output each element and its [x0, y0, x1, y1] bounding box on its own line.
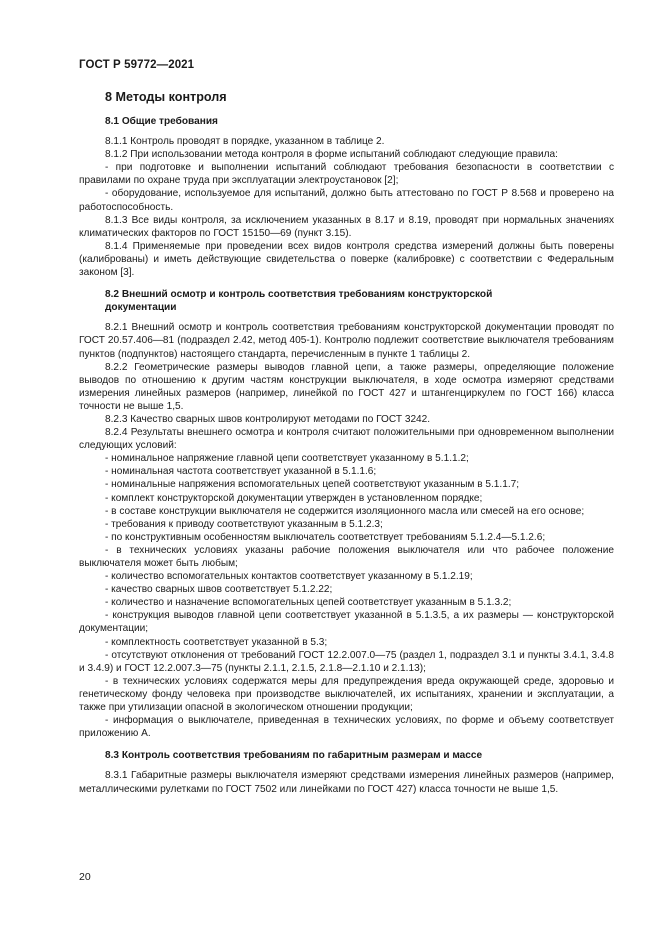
subsection-title-8-2: [105, 288, 614, 314]
list-item: - в составе конструкции выключателя не содержится изоляционного масла или смесей на его основе;: [105, 505, 585, 517]
list-item: - комплект конструкторской документации утвержден в установленном порядке;: [105, 492, 483, 504]
list-item: - оборудование, используемое для испытаний, должно быть аттестовано по ГОСТ Р 8.568 и проверено на работоспособность.: [79, 188, 614, 213]
subsection-title-8-3: 8.3 Контроль соответствия требованиям по габаритным размерам и массе: [105, 750, 483, 762]
subsection-title-line: документации: [105, 302, 177, 314]
subsection-title-8-1: 8.1 Общие требования: [105, 116, 218, 127]
paragraph: 8.2.1 Внешний осмотр и контроль соответствия требованиям конструкторской документации проводят по ГОСТ 20.57.406—81 (подраздел 2.42, метод 405-1). Контролю подлежит соответствие выключателя требованиям пунктов (подпунктов) настоящего стандарта, перечисленным в пункте 1 таблицы 2.: [79, 322, 614, 360]
paragraph: 8.2.2 Геометрические размеры выводов главной цепи, а также размеры, определяющие положение выводов по отношению к другим частям конструкции выключателя, в ходе осмотра измеряют средствами измерения линейных размеров (например, линейкой по ГОСТ 427 и штангенциркулем по ГОСТ 166) класса точности не выше 1,5.: [79, 361, 614, 412]
list-item: - номинальные напряжения вспомогательных цепей соответствуют указанным в 5.1.1.7;: [105, 479, 520, 491]
paragraph: 8.1.4 Применяемые при проведении всех видов контроля средства измерений должны быть поверены (калиброваны) и иметь действующие свидетельства о поверке (калибровке) с соответствии с Федеральным законом [3].: [79, 240, 614, 279]
paragraph: 8.1.2 При использовании метода контроля в форме испытаний соблюдают следующие правила:: [105, 149, 558, 161]
list-item: - отсутствуют отклонения от требований ГОСТ 12.2.007.0—75 (раздел 1, подраздел 3.1 и пункты 3.4.1, 3.4.8 и 3.4.9) и ГОСТ 12.2.007.3—75 (пункты 2.1.1, 2.1.5, 2.1.8—2.1.10 и 2.1.13);: [79, 649, 614, 674]
paragraph: 8.3.1 Габаритные размеры выключателя измеряют средствами измерения линейных размеров (например, металлическими рулетками по ГОСТ 7502 или линейками по ГОСТ 427) класса точности не выше 1,5.: [79, 770, 614, 795]
list-item: - конструкция выводов главной цепи соответствует указанной в 5.1.3.5, а их размеры — конструкторской документации;: [79, 610, 614, 635]
list-item: - при подготовке и выполнении испытаний соблюдают требования безопасности в соответствии с правилами по охране труда при эксплуатации электроустановок [2];: [79, 162, 614, 187]
paragraph: 8.1.3 Все виды контроля, за исключением указанных в 8.17 и 8.19, проводят при нормальных значениях климатических факторов по ГОСТ 15150—69 (пункт 3.15).: [79, 214, 614, 239]
section-title: 8 Методы контроля: [105, 90, 227, 104]
list-item: - комплектность соответствует указанной в 5.3;: [105, 636, 328, 648]
page-number: 20: [79, 871, 91, 883]
list-item: - номинальное напряжение главной цепи соответствует указанному в 5.1.1.2;: [105, 453, 469, 465]
list-item: - количество и назначение вспомогательных цепей соответствует указанным в 5.1.3.2;: [105, 597, 512, 609]
list-item: - номинальная частота соответствует указанной в 5.1.1.6;: [105, 466, 377, 478]
paragraph: 8.2.3 Качество сварных швов контролируют методами по ГОСТ 3242.: [105, 413, 431, 425]
paragraph: 8.1.1 Контроль проводят в порядке, указанном в таблице 2.: [105, 136, 385, 148]
document-code-header: ГОСТ Р 59772—2021: [79, 59, 195, 71]
list-item: - в технических условиях указаны рабочие положения выключателя или что рабочее положение выключателя может быть любым;: [79, 544, 614, 569]
document-body: [79, 90, 614, 796]
list-item: - количество вспомогательных контактов соответствует указанному в 5.1.2.19;: [105, 571, 473, 583]
list-item: - требования к приводу соответствуют указанным в 5.1.2.3;: [105, 518, 383, 530]
list-item: - по конструктивным особенностям выключатель соответствует требованиям 5.1.2.4—5.1.2.6;: [105, 531, 546, 543]
list-item: - информация о выключателе, приведенная в технических условиях, по форме и объему соответствует приложению А.: [79, 715, 614, 740]
list-item: - качество сварных швов соответствует 5.1.2.22;: [105, 584, 333, 596]
subsection-title-line: 8.2 Внешний осмотр и контроль соответствия требованиям конструкторской: [105, 289, 493, 301]
list-item: - в технических условиях содержатся меры для предупреждения вреда окружающей среде, здоровью и генетическому фонду человека при производстве выключателей, их испытаниях, хранении и эксплуатации, а также при утилизации опасной в экологическом отношении продукции;: [79, 675, 614, 714]
paragraph: 8.2.4 Результаты внешнего осмотра и контроля считают положительными при одновременном выполнении следующих условий:: [79, 427, 614, 452]
